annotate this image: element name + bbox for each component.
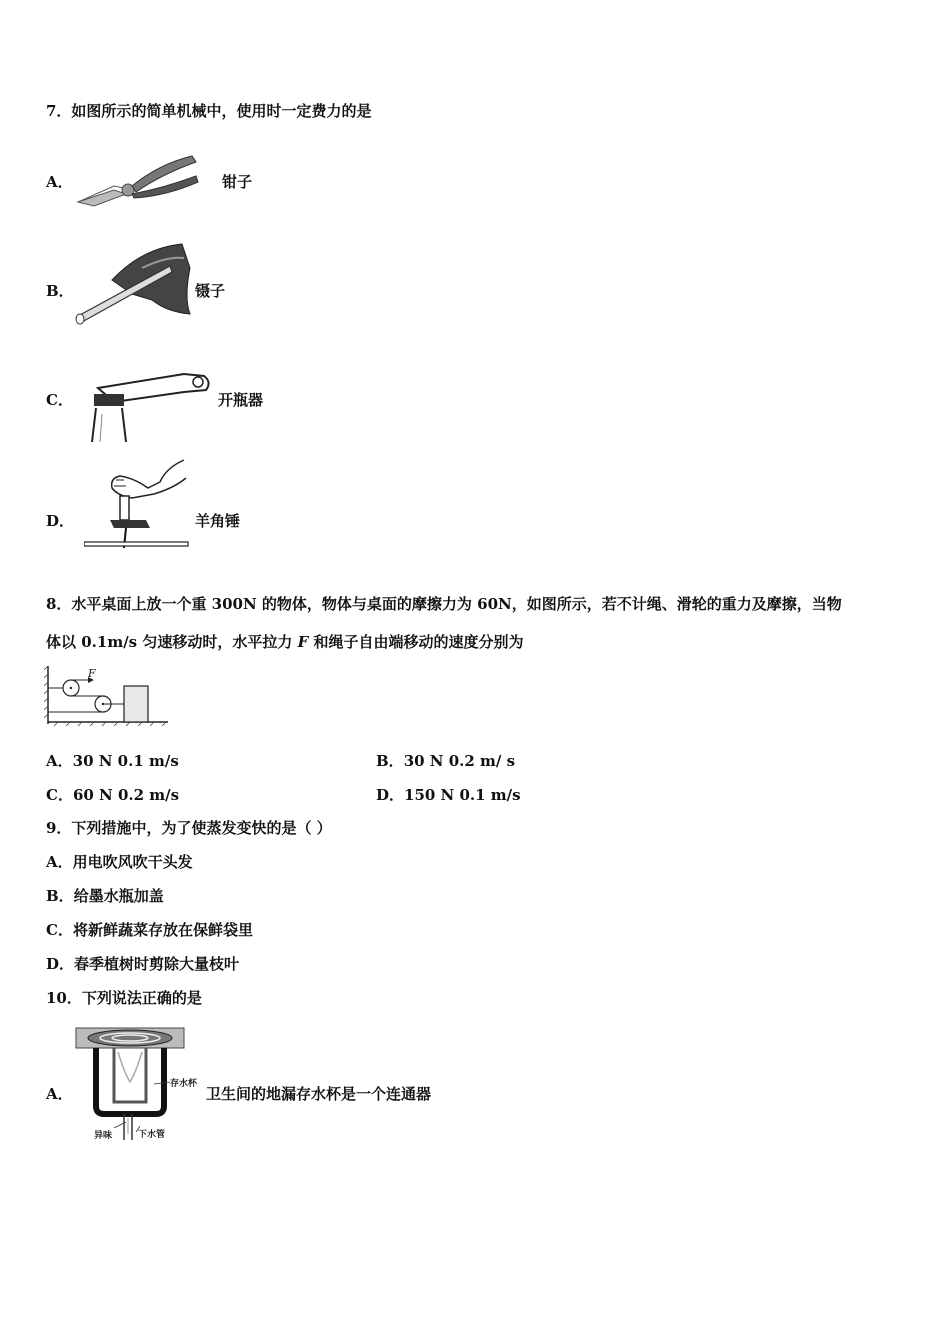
q9-option-a-label: A． <box>46 853 73 871</box>
drain-smell-label: 异味 <box>94 1131 113 1141</box>
q9-option-c-text: 将新鲜蔬菜存放在保鲜袋里 <box>72 921 253 939</box>
q7-option-c-label: C． <box>46 391 73 409</box>
q8-option-b <box>376 751 515 771</box>
q9-option-c-label: C． <box>46 921 73 939</box>
q8-option-c <box>46 785 179 805</box>
q9-option-d-text: 春季植树时剪除大量枝叶 <box>74 955 240 973</box>
q9-option-d <box>46 954 239 974</box>
drain-pipe-label: 下水管 <box>138 1130 166 1140</box>
bottle-opener-image <box>84 368 214 442</box>
q8-option-b-label: B． <box>376 752 404 770</box>
q9-option-b <box>46 886 164 906</box>
q10-option-a-label: A． <box>46 1085 73 1103</box>
q8-stem-part1: 体以 0.1m/s 匀速移动时，水平拉力 <box>46 633 298 651</box>
q7-option-c-text: 开瓶器 <box>218 391 264 409</box>
q9-option-b-text: 给墨水瓶加盖 <box>73 887 164 905</box>
pulley-diagram <box>44 666 170 728</box>
floor-drain-diagram <box>74 1022 208 1144</box>
q8-option-a-text: 30 N 0.1 m/s <box>72 752 179 770</box>
q9-option-c <box>46 920 253 940</box>
q7-stem: 7．如图所示的简单机械中，使用时一定费力的是 <box>46 102 372 120</box>
q7-option-d-text: 羊角锤 <box>195 512 241 530</box>
q8-force-variable: F <box>297 633 309 651</box>
claw-hammer-image <box>84 458 190 554</box>
q8-option-d-label: D． <box>376 786 405 804</box>
q7-option-a-label: A． <box>46 173 73 191</box>
q8-option-d-text: 150 N 0.1 m/s <box>404 786 521 804</box>
q8-option-a-label: A． <box>46 752 73 770</box>
q10-option-a-text: 卫生间的地漏存水杯是一个连通器 <box>206 1085 432 1103</box>
q8-option-d <box>376 785 521 805</box>
q9-option-a <box>46 852 193 872</box>
q9-option-b-label: B． <box>46 887 74 905</box>
q9-option-d-label: D． <box>46 955 75 973</box>
q7-option-b-label: B． <box>46 282 74 300</box>
q8-stem-part2: 和绳子自由端移动的速度分别为 <box>308 633 524 651</box>
q7-option-a-text: 钳子 <box>222 173 253 191</box>
q7-option-b-text: 镊子 <box>195 282 226 300</box>
q8-option-c-label: C． <box>46 786 73 804</box>
q8-stem-line1: 8．水平桌面上放一个重 300N 的物体，物体与桌面的摩擦力为 60N，如图所示，若不计绳、滑轮的重力及摩擦，当物 <box>46 595 842 613</box>
pliers-image <box>74 150 204 212</box>
q7-option-d-label: D． <box>46 512 75 530</box>
q10-stem: 10．下列说法正确的是 <box>46 989 202 1007</box>
q8-option-c-text: 60 N 0.2 m/s <box>72 786 180 804</box>
q9-option-a-text: 用电吹风吹干头发 <box>72 853 193 871</box>
tweezers-image <box>72 238 194 328</box>
q8-stem-line2 <box>46 632 523 652</box>
q8-option-b-text: 30 N 0.2 m/ s <box>403 752 516 770</box>
q9-stem: 9．下列措施中，为了使蒸发变快的是（ ） <box>46 819 332 837</box>
pulley-force-label: F <box>88 667 96 680</box>
q8-option-a <box>46 751 179 771</box>
drain-cup-label: 存水杯 <box>170 1079 198 1089</box>
